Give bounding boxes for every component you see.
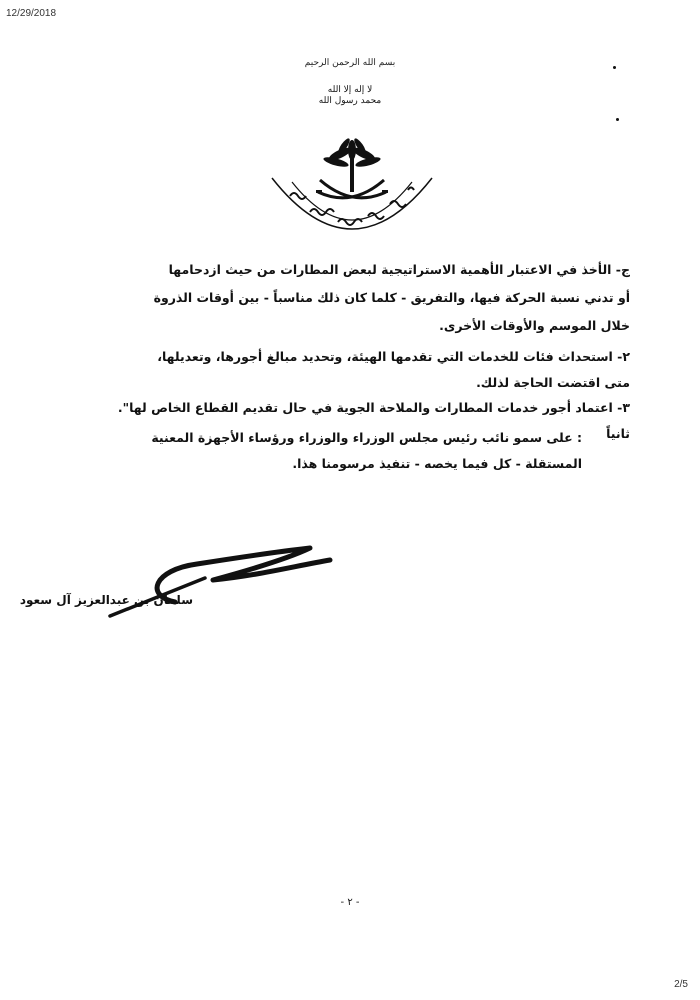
tawhid-calligraphy xyxy=(290,85,410,127)
decree-line-4: ٢- استحداث فئات للخدمات التي تقدمها الهيئة، وتحديد مبالغ أجورها، وتعديلها، xyxy=(157,349,630,364)
article-heading-thaniyan: ثانياً xyxy=(606,426,630,441)
basmala: بسم الله الرحمن الرحيم xyxy=(304,58,396,68)
fax-page-count: 2/5 xyxy=(674,979,688,990)
page-number: - ٢ - xyxy=(340,897,360,908)
tawhid-line-1: لا إله إلا الله xyxy=(327,85,373,95)
decree-line-7: : على سمو نائب رئيس مجلس الوزراء والوزراء ورؤساء الأجهزة المعنية xyxy=(151,430,582,445)
decree-line-2: أو تدني نسبة الحركة فيها، والتفريق - كلما كان ذلك مناسباً - بين أوقات الذروة xyxy=(153,290,630,305)
signer-name: سلمان بن عبدالعزيز آل سعود xyxy=(19,593,193,607)
decree-line-1: ج- الأخذ في الاعتبار الأهمية الاستراتيجية لبعض المطارات من حيث ازدحامها xyxy=(168,262,630,277)
scan-speck xyxy=(616,118,619,121)
tawhid-line-2: محمد رسول الله xyxy=(318,96,382,106)
decree-line-8: المستقلة - كل فيما يخصه - تنفيذ مرسومنا هذا. xyxy=(292,456,582,471)
decree-line-3: خلال الموسم والأوقات الأخرى. xyxy=(439,318,630,333)
fax-date: 12/29/2018 xyxy=(6,8,57,19)
decree-line-5: متى اقتضت الحاجة لذلك. xyxy=(476,375,630,390)
decree-line-6: ٣- اعتماد أجور خدمات المطارات والملاحة الجوية في حال تقديم القطاع الخاص لها". xyxy=(117,400,630,415)
